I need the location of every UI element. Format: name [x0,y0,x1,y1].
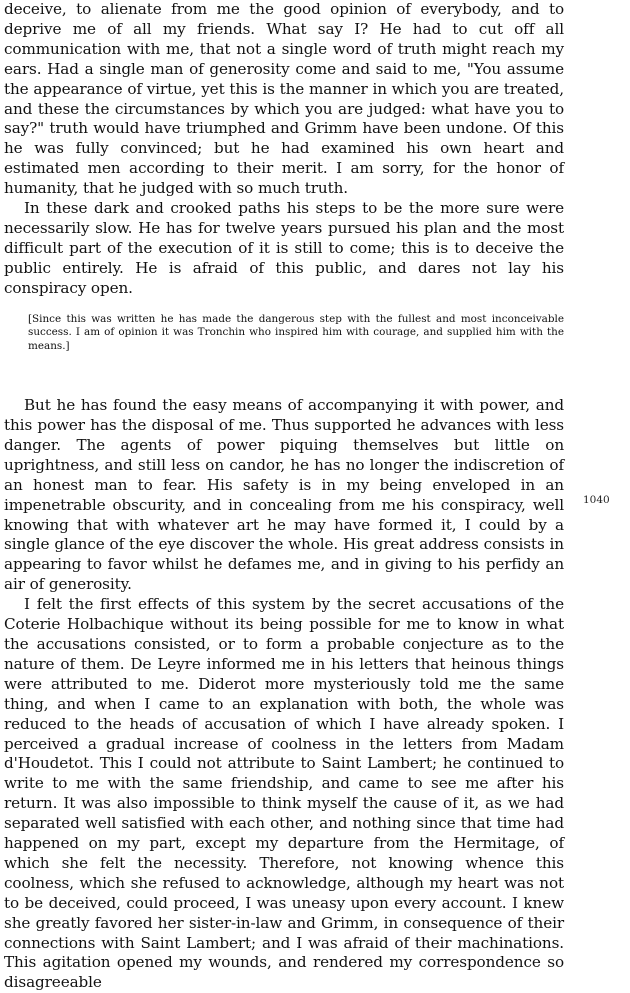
footnote: [Since this was written he has made the dangerous step with the fullest and most inconceivable success. I am of opinion it was Tronchin who inspired him with courage, and supplied him with the means.] [28,312,564,352]
section-gap [4,353,564,396]
paragraph-coterie-holbachique: I felt the first effects of this system by the secret accusations of the Coterie Holbachique without its being possible for me to know in what the accusations consisted, or to form a probable conjecture as to the nature of them. De Leyre informed me in his letters that heinous things were attributed to me. Diderot more mysteriously told me the same thing, and when I came to an explanation with both, the whole was reduced to the heads of accusation of which I have already spoken. I perceived a gradual increase of coolness in the letters from Madam d'Houdetot. This I could not attribute to Saint Lambert; he continued to write to me with the same friendship, and came to see me after his return. It was also impossible to think myself the cause of it, as we had separated well satisfied with each other, and nothing since that time had happened on my part, except my departure from the Hermitage, of which she felt the necessity. Therefore, not knowing whence this coolness, which she refused to acknowledge, although my heart was not to be deceived, could proceed, I was uneasy upon every account. I knew she greatly favored her sister-in-law and Grimm, in consequence of their connections with Saint Lambert; and I was afraid of their machinations. This agitation opened my wounds, and rendered my correspondence so disagreeable [4,595,564,992]
paragraph-grimm-conspiracy: deceive, to alienate from me the good opinion of everybody, and to deprive me of all my friends. What say I? He had to cut off all communication with me, that not a single word of truth might reach my ears. Had a single man of generosity come and said to me, "You assume the appearance of virtue, yet this is the manner in which you are treated, and these the circumstances by which you are judged: what have you to say?" truth would have triumphed and Grimm have been undone. Of this he was fully convinced; but he had examined his own heart and estimated men according to their merit. I am sorry, for the honor of humanity, that he judged with so much truth. [4,0,564,198]
page-number: 1040 [583,494,610,506]
paragraph-power: But he has found the easy means of accompanying it with power, and this power has the disposal of me. Thus supported he advances with less danger. The agents of power piquing themselves but little on uprightness, and still less on candor, he has no longer the indiscretion of an honest man to fear. His safety is in my being enveloped in an impenetrable obscurity, and in concealing from me his conspiracy, well knowing that with whatever art he may have formed it, I could by a single glance of the eye discover the whole. His great address consists in appearing to favor whilst he defames me, and in giving to his perfidy an air of generosity. [4,396,564,594]
paragraph-dark-paths: In these dark and crooked paths his steps to be the more sure were necessarily slow. He has for twelve years pursued his plan and the most difficult part of the execution of it is still to come; this is to deceive the public entirely. He is afraid of this public, and dares not lay his conspiracy open. [4,199,564,297]
text-column [4,0,564,993]
